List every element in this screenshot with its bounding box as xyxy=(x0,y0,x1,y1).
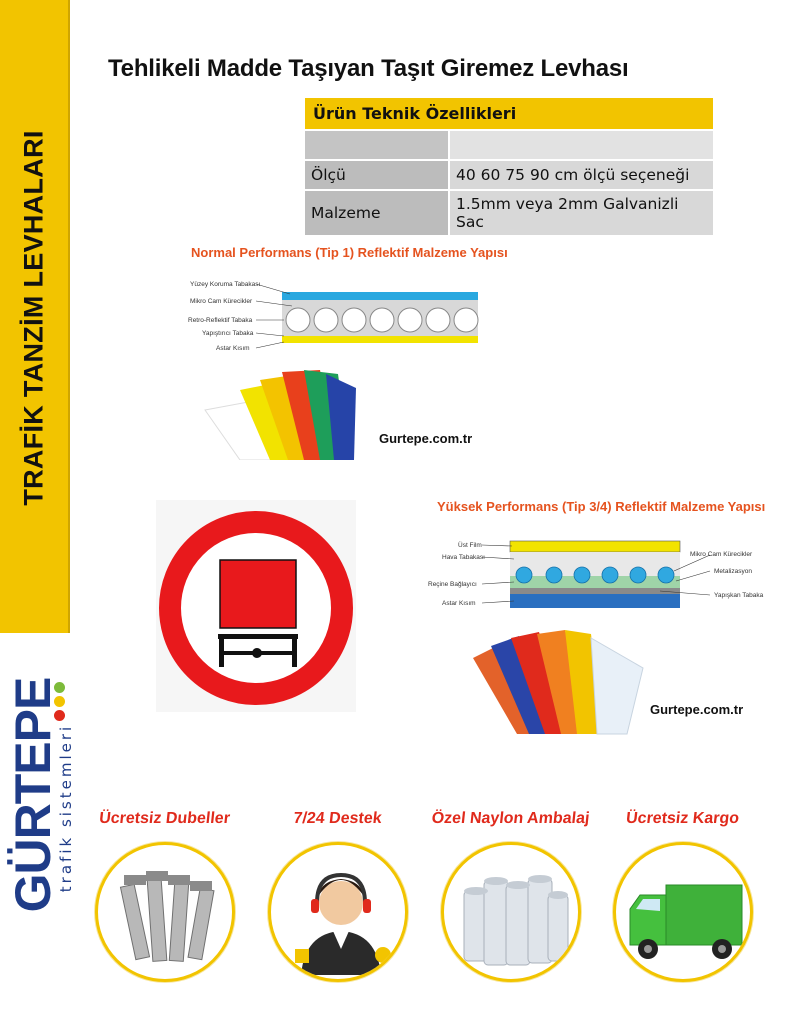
table-row xyxy=(305,130,713,160)
high-label-air: Hava Tabakası xyxy=(442,554,485,561)
brand-name: GÜRTEPE xyxy=(5,677,61,913)
sheet-white xyxy=(591,638,643,734)
surface-layer xyxy=(282,292,478,300)
normal-sheet-samples xyxy=(200,365,360,460)
feature-packaging xyxy=(428,810,593,982)
high-sheet-samples xyxy=(465,628,645,736)
table-row xyxy=(305,160,713,190)
truck-cargo xyxy=(220,560,296,628)
feature-label: 7/24 Destek xyxy=(292,810,383,827)
spec-value xyxy=(449,130,713,160)
truck-bed xyxy=(218,634,298,639)
high-label-resin: Reçine Bağlayıcı xyxy=(428,581,477,588)
side-category-text: TRAFİK TANZİM LEVHALARI xyxy=(18,130,49,506)
brand-logo xyxy=(0,650,80,940)
normal-label-5: Astar Kısım xyxy=(216,345,250,352)
anchor-bolts-icon xyxy=(95,842,235,982)
normal-label-3: Retro-Reflektif Tabaka xyxy=(188,317,253,324)
plastic-rolls-icon xyxy=(441,842,581,982)
prohibition-sign xyxy=(156,500,356,712)
spec-table xyxy=(305,98,713,235)
sign-panel xyxy=(156,500,356,712)
high-diagram-title: Yüksek Performans (Tip 3/4) Reflektif Malzeme Yapısı xyxy=(437,499,766,514)
high-layer-diagram xyxy=(420,535,770,615)
spec-label: Ölçü xyxy=(305,160,449,190)
spec-value: 1.5mm veya 2mm Galvanizli Sac xyxy=(449,190,713,235)
high-label-top-film: Üst Film xyxy=(458,542,482,549)
high-label-liner: Astar Kısım xyxy=(442,600,476,607)
normal-label-2: Mikro Cam Kürecikler xyxy=(190,298,253,305)
adhesive-layer xyxy=(282,336,478,343)
normal-layer-diagram xyxy=(180,270,485,360)
spec-label: Malzeme xyxy=(305,190,449,235)
feature-label: Ücretsiz Dubeller xyxy=(98,810,231,827)
normal-label-1: Yüzey Koruma Tabakası xyxy=(190,281,261,288)
high-label-metal: Metalizasyon xyxy=(714,568,752,575)
support-agent-icon xyxy=(268,842,408,982)
high-label-beads: Mikro Cam Kürecikler xyxy=(690,551,753,558)
feature-shipping xyxy=(600,810,765,982)
feature-support xyxy=(255,810,420,982)
brand-tagline: trafik sistemleri xyxy=(57,723,75,893)
normal-watermark: Gurtepe.com.tr xyxy=(379,431,473,446)
table-row xyxy=(305,190,713,235)
normal-diagram-title: Normal Performans (Tip 1) Reflektif Malzeme Yapısı xyxy=(191,245,508,260)
feature-label: Ücretsiz Kargo xyxy=(625,810,740,827)
delivery-truck-icon xyxy=(613,842,753,982)
spec-value: 40 60 75 90 cm ölçü seçeneği xyxy=(449,160,713,190)
high-label-adhesive: Yapışkan Tabaka xyxy=(714,592,764,599)
spec-table-header: Ürün Teknik Özellikleri xyxy=(305,98,713,130)
top-film xyxy=(510,541,680,552)
normal-label-4: Yapıştırıcı Tabaka xyxy=(202,330,254,337)
spec-label xyxy=(305,130,449,160)
feature-label: Özel Naylon Ambalaj xyxy=(430,810,591,827)
feature-dowels xyxy=(82,810,247,982)
truck-hub xyxy=(252,648,262,658)
page-title: Tehlikeli Madde Taşıyan Taşıt Giremez Levhası xyxy=(108,55,629,82)
liner-layer xyxy=(510,594,680,608)
high-watermark: Gurtepe.com.tr xyxy=(650,702,744,717)
air-layer xyxy=(510,552,680,576)
resin-layer xyxy=(510,576,680,588)
metal-layer xyxy=(510,588,680,594)
side-category-band xyxy=(0,0,70,633)
